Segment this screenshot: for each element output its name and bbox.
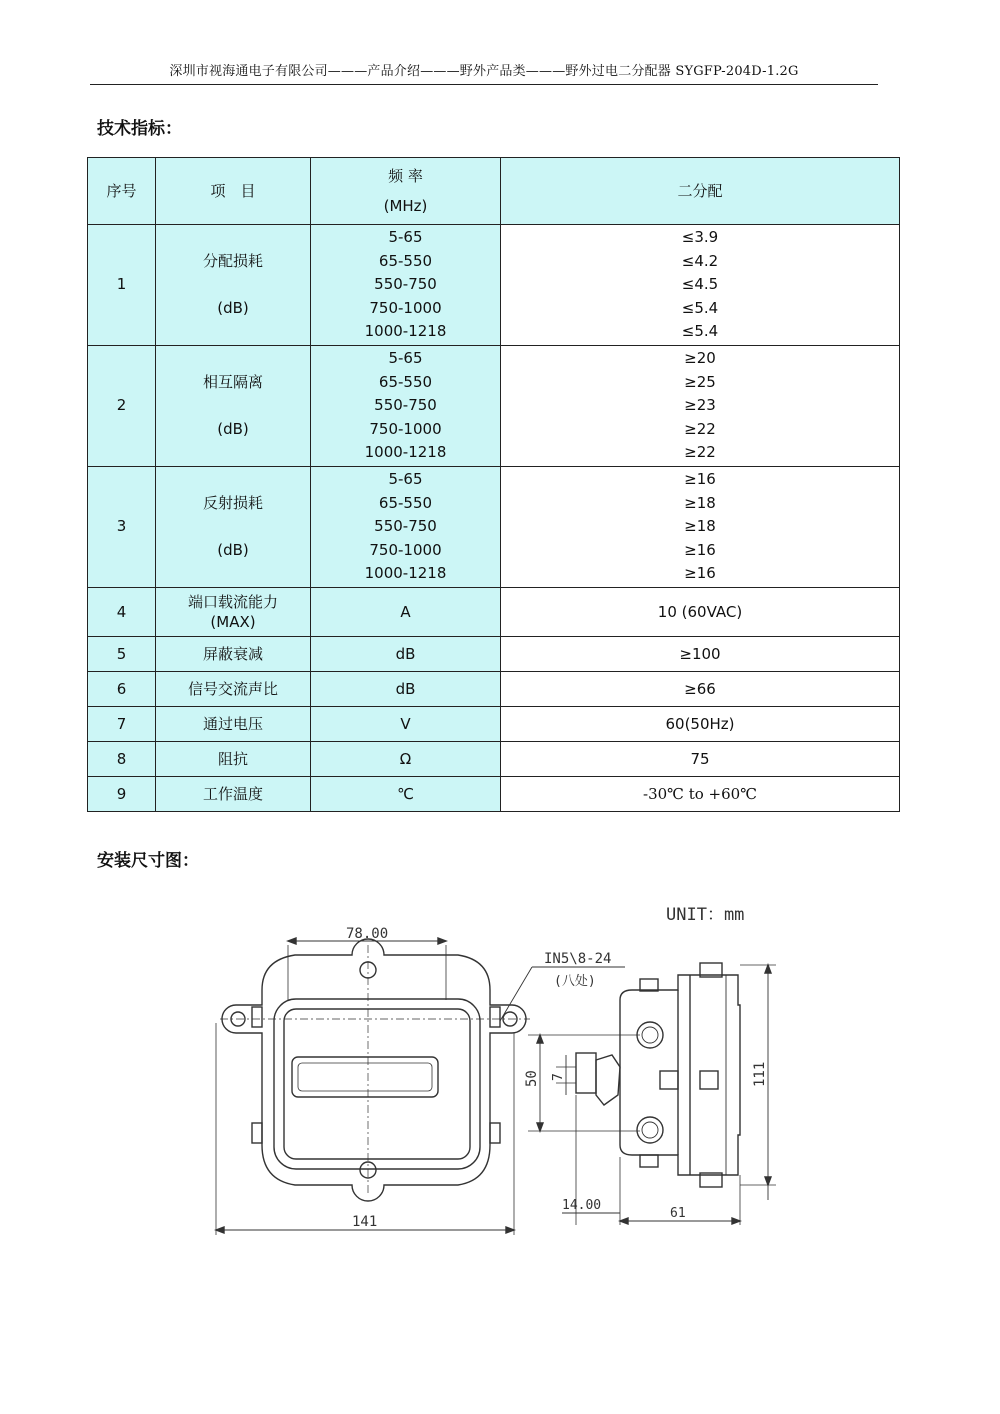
page-header: 深圳市视海通电子有限公司———产品介绍———野外产品类———野外过电二分配器 SYGFP-204D-1.2G xyxy=(169,64,799,79)
f-connector-nut xyxy=(576,1053,596,1093)
row-values xyxy=(501,225,900,346)
port-top xyxy=(637,1022,663,1048)
unit-label: UNIT：mm xyxy=(666,905,745,925)
row-unit: A xyxy=(311,588,501,637)
row-no: 6 xyxy=(88,672,156,707)
header-value: 二分配 xyxy=(501,158,900,225)
screw-boss xyxy=(490,1007,500,1027)
value-cell: ≥22 xyxy=(684,443,716,462)
table-row-8 xyxy=(88,742,900,777)
inner-frame xyxy=(274,999,480,1169)
row-item xyxy=(156,588,311,637)
row-no: 7 xyxy=(88,707,156,742)
row-frequencies xyxy=(311,467,501,588)
value-cell: ≥18 xyxy=(684,517,716,536)
center-port xyxy=(660,1071,678,1089)
frequency-cell: 1000-1218 xyxy=(364,322,447,341)
row-item: 工作温度 xyxy=(156,777,311,812)
row-unit: Ω xyxy=(311,742,501,777)
cover-plate xyxy=(284,1009,470,1159)
item-unit: (dB) xyxy=(217,419,249,438)
frequency-cell: 1000-1218 xyxy=(364,564,447,583)
dimension-141-label: 141 xyxy=(352,1214,378,1230)
value-cell: ≤4.5 xyxy=(681,275,719,294)
table-row-9 xyxy=(88,777,900,812)
row-value: 60(50Hz) xyxy=(501,707,900,742)
front-view xyxy=(216,926,530,1235)
port-top-inner xyxy=(642,1027,658,1043)
value-cell: ≥16 xyxy=(684,540,716,559)
row-item: 屏蔽衰减 xyxy=(156,637,311,672)
row-value: ≥66 xyxy=(501,672,900,707)
frequency-cell: 550-750 xyxy=(374,396,437,415)
row-item: 信号交流声比 xyxy=(156,672,311,707)
row-no: 9 xyxy=(88,777,156,812)
port-bottom-inner xyxy=(642,1122,658,1138)
row-unit: ℃ xyxy=(311,777,501,812)
table-row-group-3 xyxy=(88,467,900,588)
row-frequencies xyxy=(311,225,501,346)
table-row-group-1 xyxy=(88,225,900,346)
value-cell: ≤5.4 xyxy=(681,322,719,341)
row-item xyxy=(156,225,311,346)
frequency-cell: 750-1000 xyxy=(369,298,442,317)
frequency-cell: 65-550 xyxy=(378,372,433,391)
value-cell: ≥16 xyxy=(684,564,716,583)
header-item: 项 目 xyxy=(156,158,311,225)
value-cell: ≤3.9 xyxy=(681,228,719,247)
frequency-cell: 550-750 xyxy=(374,517,437,536)
value-cell: ≥16 xyxy=(684,470,716,489)
port-bottom xyxy=(637,1117,663,1143)
screw-count-label: (八处) xyxy=(554,974,596,989)
item-unit: (dB) xyxy=(217,540,249,559)
row-item: 阻抗 xyxy=(156,742,311,777)
row-value: 75 xyxy=(501,742,900,777)
dimension-7-label: 7 xyxy=(551,1073,566,1081)
row-no: 1 xyxy=(88,225,156,346)
item-unit: (dB) xyxy=(217,298,249,317)
screw-thread-label: IN5\8-24 xyxy=(544,951,612,967)
header-frequency-label: 频 率 xyxy=(388,167,423,185)
dimension-78-label: 78.00 xyxy=(346,926,389,942)
item-unit: (MAX) xyxy=(210,613,256,631)
item-name: 相互隔离 xyxy=(202,372,263,391)
frequency-cell: 750-1000 xyxy=(369,540,442,559)
item-name: 反射损耗 xyxy=(202,493,263,512)
screw-boss xyxy=(252,1123,262,1143)
frequency-cell: 5-65 xyxy=(388,349,423,368)
frequency-cell: 65-550 xyxy=(378,493,433,512)
value-cell: ≥23 xyxy=(684,396,716,415)
dimension-section-title: 安装尺寸图： xyxy=(97,851,199,871)
value-cell: ≥25 xyxy=(684,372,716,391)
dimension-50-label: 50 xyxy=(524,1070,540,1087)
dimension-111-label: 111 xyxy=(752,1061,768,1087)
center-bolt xyxy=(700,1071,718,1089)
table-row-5 xyxy=(88,637,900,672)
item-name: 端口载流能力 xyxy=(187,593,278,611)
value-cell: ≥20 xyxy=(684,349,716,368)
row-frequencies xyxy=(311,346,501,467)
frequency-cell: 5-65 xyxy=(388,470,423,489)
table-row-6 xyxy=(88,672,900,707)
row-item xyxy=(156,346,311,467)
frequency-cell: 1000-1218 xyxy=(364,443,447,462)
row-no: 5 xyxy=(88,637,156,672)
spec-section-title: 技术指标： xyxy=(97,119,182,139)
side-body-outline xyxy=(620,975,740,1175)
dimension-61-label: 61 xyxy=(670,1206,686,1221)
frequency-cell: 750-1000 xyxy=(369,419,442,438)
side-view xyxy=(524,963,776,1225)
row-item: 通过电压 xyxy=(156,707,311,742)
table-row-4 xyxy=(88,588,900,637)
label-window-inner xyxy=(298,1063,432,1091)
frequency-cell: 550-750 xyxy=(374,275,437,294)
leader-line xyxy=(500,967,532,1021)
row-item xyxy=(156,467,311,588)
row-unit: dB xyxy=(311,672,501,707)
row-value: -30℃ to +60℃ xyxy=(501,777,900,812)
row-no: 4 xyxy=(88,588,156,637)
row-unit: V xyxy=(311,707,501,742)
frequency-cell: 5-65 xyxy=(388,228,423,247)
table-row-group-2 xyxy=(88,346,900,467)
bolt-left-top xyxy=(640,979,658,991)
value-cell: ≥22 xyxy=(684,419,716,438)
spec-table xyxy=(87,157,900,812)
dimension-14-label: 14.00 xyxy=(562,1198,602,1213)
screw-callout xyxy=(500,951,625,1021)
header-divider xyxy=(90,84,878,85)
header-frequency-unit: (MHz) xyxy=(383,197,428,215)
row-no: 8 xyxy=(88,742,156,777)
item-name: 分配损耗 xyxy=(202,251,263,270)
row-value: ≥100 xyxy=(501,637,900,672)
f-connector-body xyxy=(596,1055,620,1105)
table-header-row xyxy=(88,158,900,225)
value-cell: ≥18 xyxy=(684,493,716,512)
row-no: 3 xyxy=(88,467,156,588)
screw-boss xyxy=(252,1007,262,1027)
header-frequency xyxy=(311,158,501,225)
frequency-cell: 65-550 xyxy=(378,251,433,270)
row-values xyxy=(501,467,900,588)
value-cell: ≤5.4 xyxy=(681,298,719,317)
dimension-drawing xyxy=(200,895,790,1245)
row-values xyxy=(501,346,900,467)
row-no: 2 xyxy=(88,346,156,467)
value-cell: ≤4.2 xyxy=(681,251,719,270)
row-value: 10 (60VAC) xyxy=(501,588,900,637)
row-unit: dB xyxy=(311,637,501,672)
table-row-7 xyxy=(88,707,900,742)
screw-boss xyxy=(490,1123,500,1143)
bolt-left-bottom xyxy=(640,1155,658,1167)
header-no: 序号 xyxy=(88,158,156,225)
